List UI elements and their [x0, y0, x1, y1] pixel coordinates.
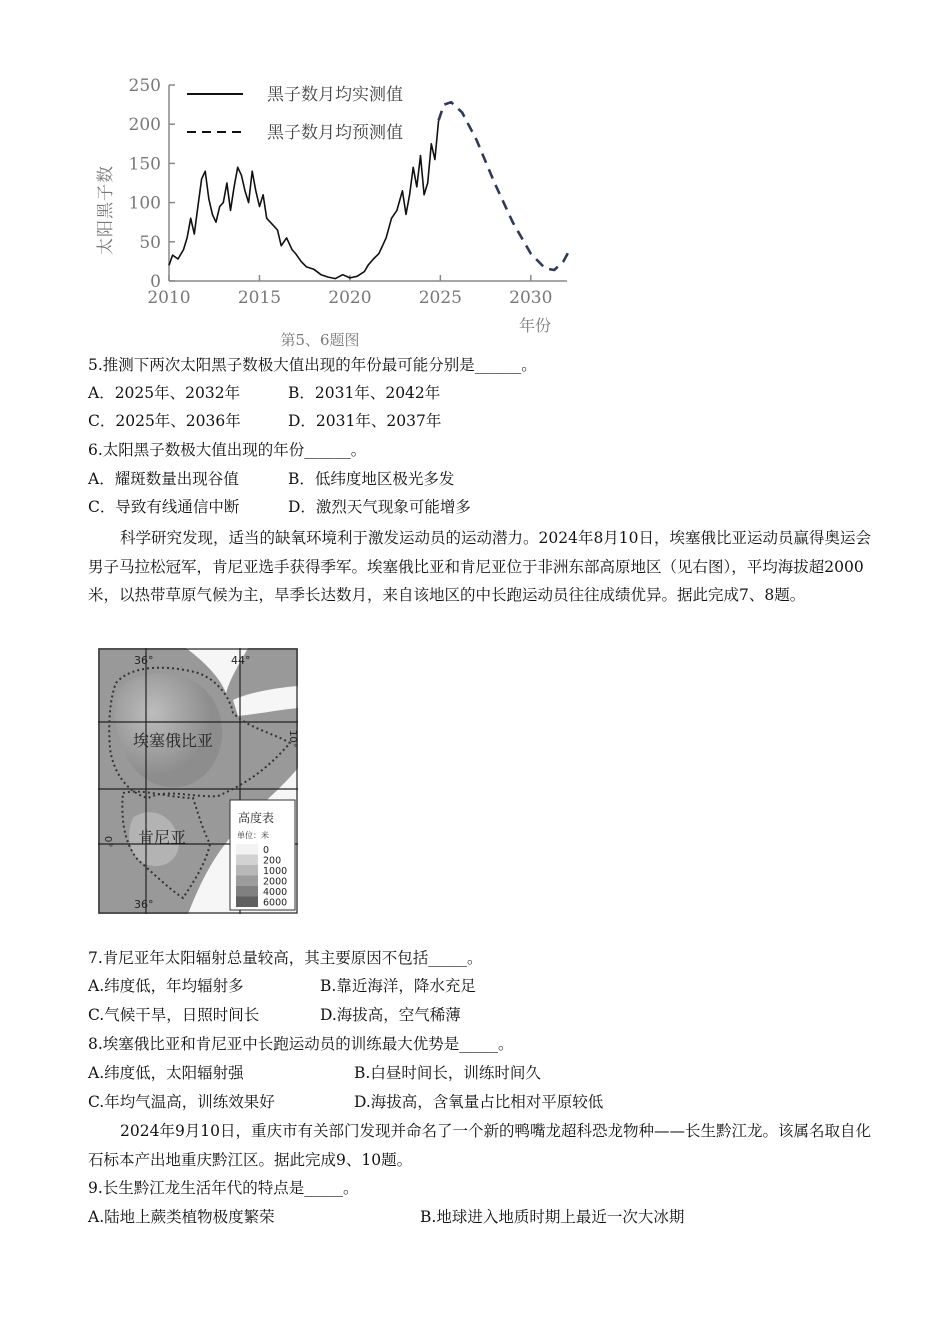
elevation-legend [230, 800, 295, 910]
map-lon-label-44: 44° [231, 654, 251, 667]
map-lat-label-0: 0° [102, 836, 113, 848]
question-5-option-b: B．2031年、2042年 [288, 384, 441, 402]
passage-9-10 [88, 1117, 878, 1174]
legend-value: 4000 [263, 887, 288, 898]
question-7-option-d: D.海拔高，空气稀薄 [320, 1006, 461, 1024]
question-6-option-a: A．耀斑数量出现谷值 [88, 470, 239, 488]
question-6-option-d: D．激烈天气现象可能增多 [288, 498, 471, 516]
x-tick-label: 2020 [328, 288, 372, 308]
question-6-stem: 6.太阳黑子数极大值出现的年份______。 [88, 441, 367, 459]
legend [187, 85, 403, 143]
y-tick-label: 150 [128, 154, 161, 175]
question-8-option-a: A.纬度低，太阳辐射强 [88, 1064, 244, 1082]
question-5-option-a: A．2025年、2032年 [88, 384, 241, 402]
y-axis-label: 太阳黑子数 [96, 165, 116, 255]
question-6-option-b: B．低纬度地区极光多发 [288, 470, 455, 488]
east-africa-relief-map [98, 648, 298, 914]
question-9-option-a: A.陆地上蕨类植物极度繁荣 [88, 1208, 275, 1226]
legend-swatch [236, 886, 258, 897]
sunspot-chart [95, 70, 585, 349]
legend-swatch [236, 844, 258, 855]
question-7-option-c: C.气候干旱，日照时间长 [88, 1006, 260, 1024]
x-tick-label: 2010 [147, 288, 191, 308]
passage-7-8 [88, 524, 878, 610]
question-6-option-c: C．导致有线通信中断 [88, 498, 240, 516]
map-lat-label-10: 10° [287, 730, 298, 748]
legend-value: 0 [263, 845, 270, 856]
legend-label-measured: 黑子数月均实测值 [267, 85, 403, 105]
map-label-ethiopia: 埃塞俄比亚 [133, 731, 214, 750]
question-8-stem: 8.埃塞俄比亚和肯尼亚中长跑运动员的训练最大优势是_____。 [88, 1035, 514, 1053]
question-8-option-b: B.白昼时间长，训练时间久 [354, 1064, 541, 1082]
question-8-option-c: C.年均气温高，训练效果好 [88, 1093, 275, 1111]
legend-swatch [236, 865, 258, 876]
x-axis [147, 275, 567, 308]
x-tick-label: 2015 [237, 288, 282, 308]
question-9-option-b: B.地球进入地质时期上最近一次大冰期 [420, 1208, 685, 1226]
question-7-option-a: A.纬度低，年均辐射多 [88, 977, 244, 995]
legend-label-predicted: 黑子数月均预测值 [267, 123, 403, 143]
legend-value: 6000 [263, 897, 288, 909]
question-5-option-c: C．2025年、2036年 [88, 412, 241, 430]
figure-caption: 第5、6题图 [280, 331, 360, 349]
y-tick-label: 100 [128, 193, 161, 214]
x-tick-label: 2025 [418, 288, 462, 308]
question-5-option-d: D．2031年、2037年 [288, 412, 442, 430]
y-tick-label: 0 [150, 272, 161, 292]
map-label-kenya: 肯尼亚 [138, 828, 187, 847]
x-tick-label: 2030 [509, 288, 553, 308]
map-lon-label-36: 36° [134, 654, 154, 667]
legend-swatch [236, 855, 258, 866]
question-9-stem: 9.长生黔江龙生活年代的特点是_____。 [88, 1179, 359, 1197]
question-5-stem: 5.推测下两次太阳黑子数极大值出现的年份最可能分别是______。 [88, 356, 537, 374]
question-8-option-d: D.海拔高，含氧量占比相对平原较低 [354, 1093, 604, 1111]
x-axis-label: 年份 [518, 316, 552, 335]
y-tick-label: 200 [128, 115, 161, 136]
series-measured-line [169, 120, 439, 278]
passage-9-10-text: 2024年9月10日，重庆市有关部门发现并命名了一个新的鸭嘴龙超科恐龙物种——长生黔江龙。该属名取自化石标本产出地重庆黔江区。据此完成9、10题。 [88, 1122, 872, 1169]
y-axis [129, 76, 175, 292]
map-lon-label-36-bottom: 36° [134, 898, 154, 911]
question-7-stem: 7.肯尼亚年太阳辐射总量较高，其主要原因不包括_____。 [88, 949, 483, 967]
legend-value: 1000 [263, 866, 288, 877]
legend-swatch [236, 876, 258, 887]
legend-swatch [236, 897, 258, 908]
legend-unit: 单位：米 [237, 831, 269, 840]
question-7-option-b: B.靠近海洋，降水充足 [320, 977, 476, 995]
legend-value: 2000 [263, 876, 288, 888]
legend-title: 高度表 [238, 811, 275, 825]
legend-value: 200 [263, 855, 282, 867]
series-predicted-line [439, 102, 571, 270]
y-tick-label: 250 [128, 76, 161, 96]
passage-7-8-text: 科学研究发现，适当的缺氧环境利于激发运动员的运动潜力。2024年8月10日，埃塞俄比亚运动员赢得奥运会男子马拉松冠军，肯尼亚选手获得季军。埃塞俄比亚和肯尼亚位于非洲东部高原地区（见右图），平均海拔超2000米，以热带草原气候为主，旱季长达数月，来自该地区的中长跑运动员往往成绩优异。据此完成7、8题。 [88, 529, 872, 604]
y-tick-label: 50 [139, 232, 161, 253]
